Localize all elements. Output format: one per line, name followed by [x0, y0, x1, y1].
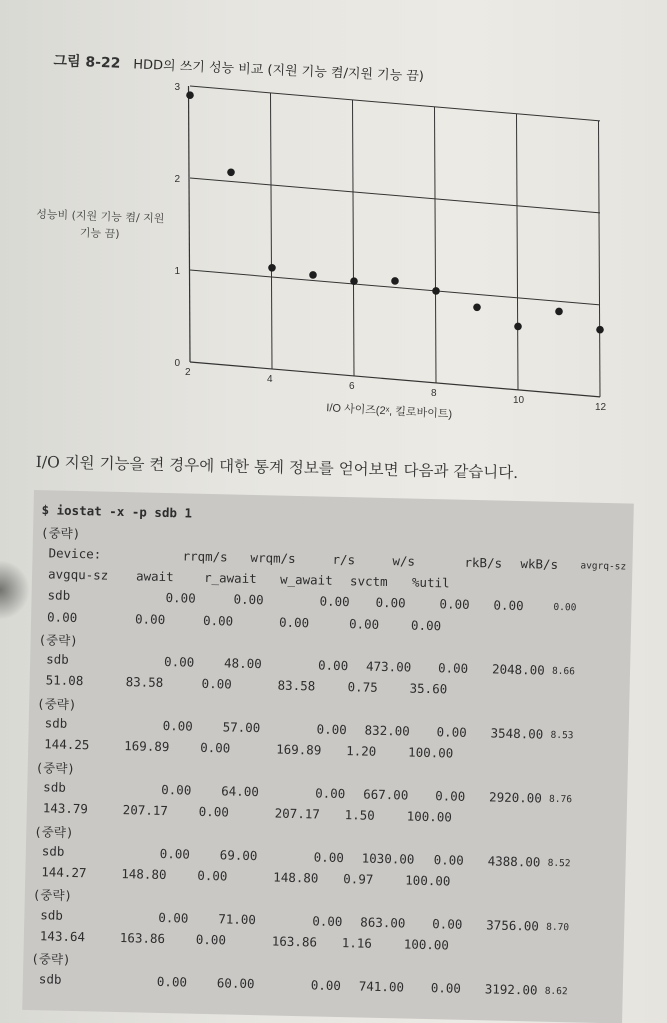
code-token: rkB/s: [464, 554, 503, 571]
code-token: 0.00: [317, 657, 349, 674]
code-token: 0.00: [436, 724, 467, 740]
code-token: 1.20: [345, 743, 377, 760]
code-token: 1.50: [344, 807, 375, 824]
code-token: sdb: [38, 970, 62, 987]
code-token: %util: [411, 574, 450, 591]
code-token: 169.89: [276, 741, 322, 758]
y-tick-label: 3: [174, 82, 180, 93]
gridline-x: [271, 93, 273, 369]
code-token: 0.97: [343, 871, 374, 887]
x-tick-label: 8: [431, 387, 437, 399]
data-point: [391, 277, 399, 285]
code-token: 100.00: [405, 872, 451, 889]
x-tick-label: 10: [513, 394, 525, 406]
gridline-y: [190, 270, 600, 305]
code-token: (중략): [35, 759, 76, 776]
code-token: 207.17: [274, 805, 321, 822]
gridline-y: [190, 86, 600, 121]
figure-number: 그림 8-22: [53, 52, 121, 72]
code-token: sdb: [41, 843, 65, 859]
code-token: await: [135, 568, 174, 585]
code-token: 0.00: [315, 785, 346, 802]
code-token: 0.00: [163, 654, 195, 670]
x-tick-label: 4: [267, 373, 273, 385]
code-token: 60.00: [216, 974, 255, 991]
code-token: 0.00: [134, 610, 166, 627]
code-token: 0.00: [310, 977, 342, 993]
data-point: [473, 303, 481, 311]
code-token: 667.00: [363, 786, 409, 803]
code-token: wkB/s: [520, 555, 559, 572]
gridline-y: [190, 362, 600, 397]
x-axis-label: I/O 사이즈(2ˣ, 킬로바이트): [325, 402, 453, 421]
code-token: 0.00: [439, 596, 470, 613]
data-point: [268, 264, 276, 272]
figure-title: HDD의 쓰기 성능 비교 (지원 기능 켬/지원 기능 끔): [132, 57, 425, 85]
data-point: [432, 287, 440, 295]
code-token: 35.60: [409, 680, 448, 697]
code-token: sdb: [46, 651, 69, 667]
code-token: 0.00: [162, 717, 193, 734]
code-token: 832.00: [364, 722, 410, 739]
code-token: 0.00: [201, 676, 232, 692]
code-token: (중략): [32, 887, 73, 904]
code-token: 83.58: [125, 674, 164, 691]
code-token: 0.00: [200, 740, 231, 756]
code-token: 2048.00: [491, 661, 545, 678]
body-paragraph: I/O 지원 기능을 켠 경우에 대한 통계 정보를 얻어보면 다음과 같습니다.: [35, 452, 519, 482]
code-token: 69.00: [219, 847, 258, 863]
gridline-x: [599, 121, 601, 397]
code-block: [22, 490, 634, 1023]
finger-shadow: [0, 560, 30, 620]
code-token: 0.00: [430, 979, 462, 996]
code-token: 83.58: [277, 677, 316, 694]
code-token: sdb: [40, 906, 64, 923]
code-token: wrqm/s: [250, 549, 296, 566]
code-token: 0.00: [158, 909, 189, 926]
code-token: 0.00: [233, 591, 264, 608]
code-token: (중략): [36, 695, 77, 712]
code-token: (중략): [38, 631, 78, 648]
data-point: [309, 271, 317, 279]
code-token: 741.00: [358, 978, 405, 995]
code-token: sdb: [47, 587, 71, 604]
gridline-x: [517, 114, 519, 390]
code-token: avgqu-sz: [47, 566, 109, 583]
code-token: r_await: [203, 569, 257, 586]
code-token: 863.00: [360, 914, 406, 931]
code-token: 0.00: [348, 615, 380, 632]
y-axis-label: 성능비 (지원 기능 켬/ 지원 기능 끔): [35, 207, 165, 241]
data-point: [514, 323, 522, 331]
code-token: 0.00: [437, 660, 469, 676]
code-token: 148.80: [121, 866, 167, 883]
x-tick-label: 6: [349, 380, 355, 392]
code-token: 0.00: [410, 617, 442, 633]
x-tick-label: 12: [595, 401, 607, 413]
code-token: w_await: [279, 571, 333, 588]
code-token: 8.66: [551, 665, 576, 678]
code-token: 0.00: [375, 594, 406, 611]
y-tick-label: 1: [174, 266, 180, 277]
code-token: 207.17: [122, 802, 169, 819]
code-token: 0.00: [313, 849, 345, 865]
code-token: 0.00: [161, 781, 192, 798]
code-token: 48.00: [223, 655, 262, 672]
code-token: (중략): [31, 951, 71, 968]
code-token: 3192.00: [484, 980, 538, 998]
code-token: 144.27: [41, 864, 87, 881]
code-token: 100.00: [407, 744, 454, 761]
code-token: 148.80: [273, 869, 319, 886]
data-point: [596, 326, 604, 334]
code-token: $ iostat -x -p sdb 1: [41, 502, 193, 521]
code-token: 3756.00: [486, 917, 540, 934]
code-token: 0.00: [435, 788, 466, 804]
code-token: 0.00: [316, 721, 347, 738]
code-token: 100.00: [406, 808, 453, 825]
data-point: [227, 168, 235, 176]
code-token: 0.00: [433, 851, 464, 868]
y-tick-label: 2: [174, 174, 180, 185]
code-token: 8.62: [544, 985, 568, 997]
code-token: 0.00: [197, 867, 228, 884]
data-point: [186, 91, 194, 99]
code-token: 1.16: [341, 935, 373, 951]
code-token: 0.00: [319, 593, 350, 610]
code-token: 0.75: [347, 679, 378, 696]
code-token: 51.08: [45, 672, 84, 689]
code-token: (중략): [40, 525, 81, 542]
code-token: r/s: [332, 551, 356, 567]
code-token: 0.00: [198, 804, 230, 820]
code-token: 0.00: [195, 931, 227, 948]
y-tick-label: 0: [174, 358, 180, 369]
code-token: 8.52: [547, 857, 571, 870]
code-token: 4388.00: [487, 853, 541, 870]
code-token: 8.70: [546, 921, 570, 933]
code-token: 169.89: [124, 738, 170, 755]
code-token: 0.00: [432, 915, 463, 932]
code-token: 163.86: [119, 930, 166, 947]
gridline-y: [190, 178, 600, 213]
code-token: 0.00: [156, 973, 188, 990]
code-token: 71.00: [218, 910, 257, 927]
code-token: svctm: [349, 573, 388, 589]
code-token: 100.00: [403, 936, 450, 953]
code-token: rrqm/s: [182, 547, 228, 565]
data-point: [350, 277, 358, 285]
code-token: 473.00: [365, 658, 412, 675]
code-token: 0.00: [278, 614, 310, 630]
gridline-x: [353, 100, 355, 376]
code-token: sdb: [44, 715, 68, 731]
code-token: 163.86: [271, 933, 318, 950]
code-token: (중략): [34, 823, 74, 840]
code-token: 144.25: [44, 736, 90, 753]
code-token: 0.00: [159, 845, 191, 862]
code-token: w/s: [392, 552, 416, 569]
code-token: 57.00: [222, 719, 261, 736]
code-token: 2920.00: [488, 789, 543, 806]
code-token: Device:: [48, 544, 102, 562]
code-token: 8.76: [548, 793, 573, 806]
code-token: 8.53: [550, 729, 574, 742]
code-token: 3548.00: [490, 725, 544, 742]
code-token: 0.00: [165, 590, 196, 606]
code-token: 143.79: [42, 800, 89, 817]
gridline-x: [189, 86, 191, 362]
code-token: 0.00: [46, 608, 78, 625]
code-token: avgrq-sz: [580, 560, 627, 573]
data-point: [555, 308, 563, 316]
code-token: 143.64: [39, 928, 86, 945]
code-token: 0.00: [553, 602, 577, 614]
code-token: 64.00: [221, 783, 260, 800]
code-token: 0.00: [202, 612, 234, 629]
code-token: 0.00: [312, 913, 343, 929]
x-tick-label: 2: [185, 367, 191, 378]
code-token: sdb: [43, 779, 67, 795]
gridline-x: [435, 107, 437, 383]
code-token: 0.00: [493, 597, 524, 614]
code-token: 1030.00: [361, 850, 415, 867]
